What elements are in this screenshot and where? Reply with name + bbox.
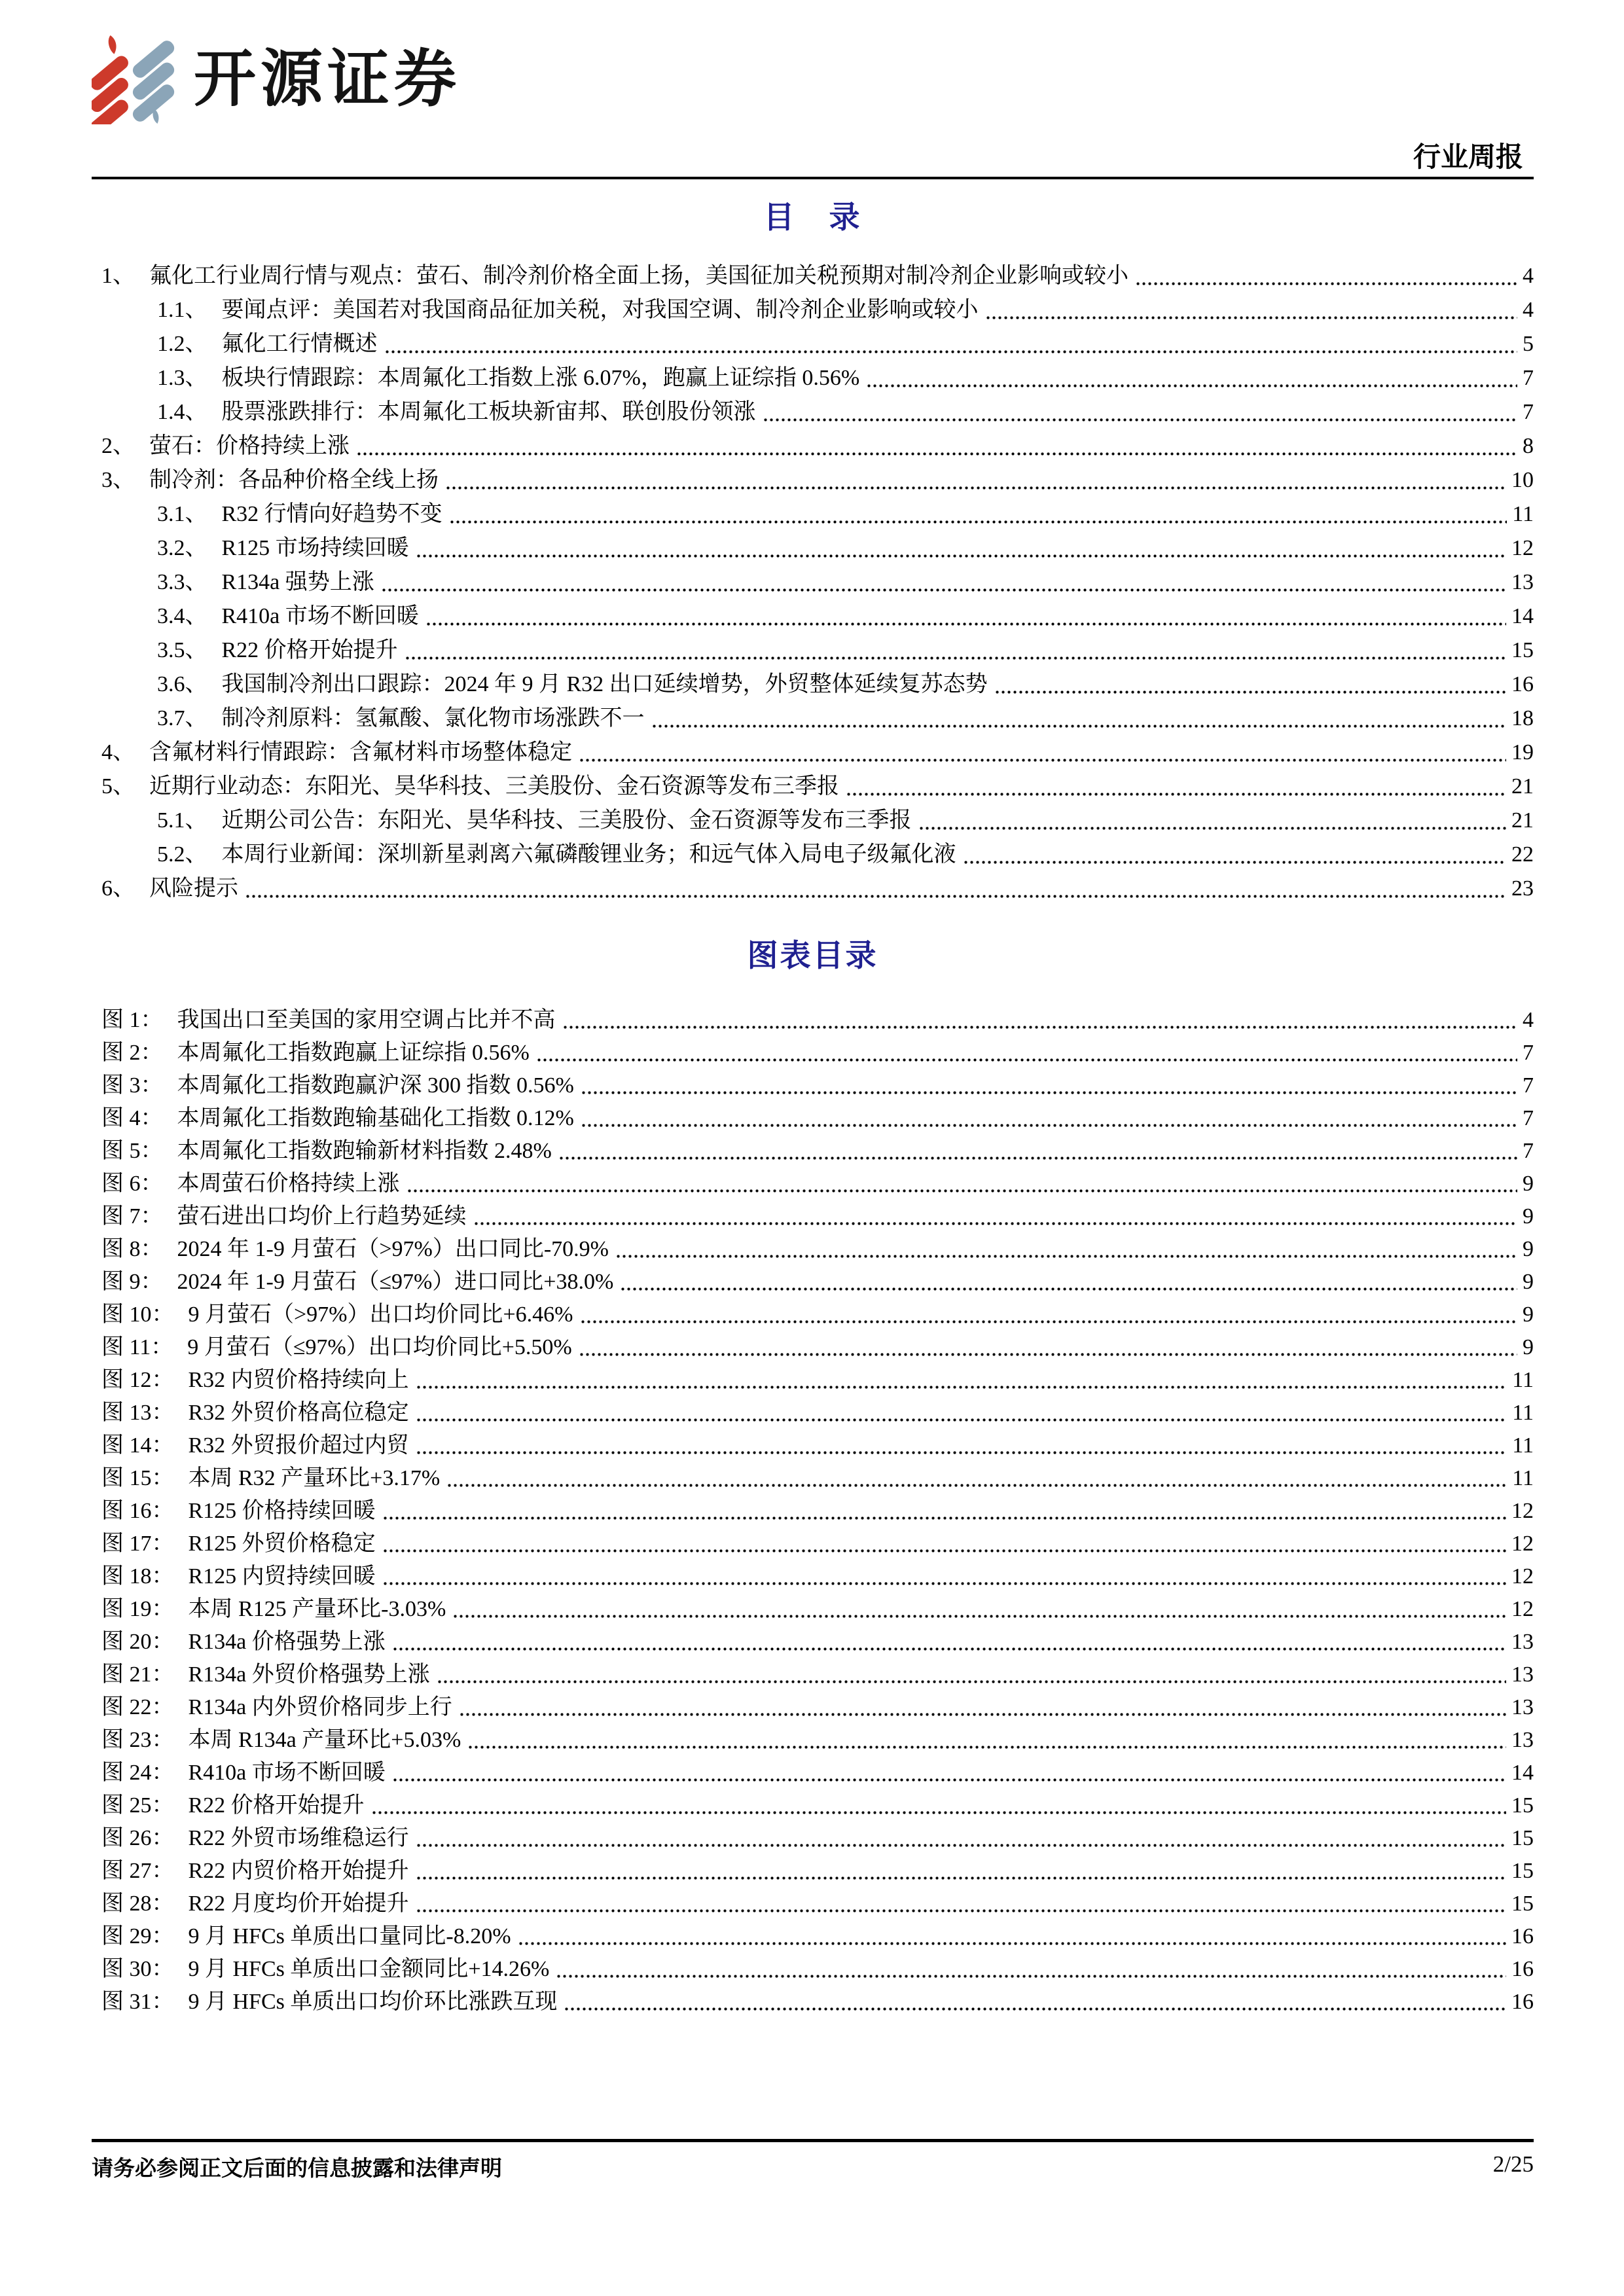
figure-entry-page: 11 — [1512, 1433, 1534, 1458]
toc-entry-page: 14 — [1511, 604, 1534, 628]
figure-entry[interactable] — [92, 1920, 1534, 1953]
toc-entry-page: 11 — [1512, 502, 1534, 526]
toc-entry-number: 1.1、 — [157, 298, 208, 322]
toc-entry[interactable] — [92, 804, 1534, 838]
figure-entry-page: 13 — [1511, 1662, 1534, 1687]
figure-entry[interactable] — [92, 1724, 1534, 1757]
toc-entry[interactable] — [92, 361, 1534, 395]
toc-entry-page: 22 — [1511, 842, 1534, 867]
figure-entry-label: R22 月度均价开始提升 — [188, 1892, 409, 1916]
toc-entry-number: 3.5、 — [157, 638, 208, 662]
toc-entry[interactable] — [92, 838, 1534, 872]
figure-entry-page: 12 — [1511, 1499, 1534, 1523]
dot-leader — [437, 1680, 1506, 1683]
toc-entry-number: 3.2、 — [157, 536, 208, 560]
figure-entry[interactable] — [92, 1593, 1534, 1626]
figure-entry-number: 图 1： — [101, 1008, 163, 1032]
brand — [92, 34, 461, 124]
dot-leader — [446, 1484, 1507, 1487]
dot-leader — [985, 316, 1518, 319]
toc-title: 目 录 — [763, 201, 862, 235]
dot-leader — [763, 418, 1518, 422]
figure-entry-page: 12 — [1511, 1564, 1534, 1588]
figure-entry-number: 图 13： — [101, 1401, 174, 1425]
toc-entry-label: R22 价格开始提升 — [221, 638, 398, 662]
figure-entry-label: R125 价格持续回暖 — [188, 1499, 376, 1523]
figure-entry-page: 15 — [1511, 1793, 1534, 1818]
figure-entry-page: 14 — [1511, 1761, 1534, 1785]
figure-entry-page: 15 — [1511, 1892, 1534, 1916]
toc-entry-page: 4 — [1523, 264, 1534, 288]
figure-entry-number: 图 2： — [101, 1041, 163, 1065]
toc-entry-page: 21 — [1511, 808, 1534, 833]
toc-entry-label: 股票涨跌排行：本周氟化工板块新宙邦、联创股份领涨 — [221, 400, 756, 424]
dot-leader — [245, 895, 1506, 898]
toc-entry-label: 氟化工行情概述 — [221, 332, 378, 356]
toc-entry-number: 3.6、 — [157, 672, 208, 696]
toc-entry[interactable] — [92, 395, 1534, 429]
page-footer — [92, 2139, 1534, 2182]
page-content — [92, 200, 1534, 2018]
toc-entry-page: 5 — [1523, 332, 1534, 356]
figure-entry[interactable] — [92, 1233, 1534, 1266]
dot-leader — [994, 691, 1506, 694]
figure-entry-page: 9 — [1523, 1237, 1534, 1261]
dot-leader — [449, 520, 1507, 524]
dot-leader — [581, 1124, 1517, 1127]
dot-leader — [371, 1811, 1506, 1814]
toc-entry-label: 我国制冷剂出口跟踪：2024 年 9 月 R32 出口延续增势，外贸整体延续复苏态势 — [221, 672, 988, 696]
dot-leader — [473, 1222, 1518, 1225]
toc-entry-number: 4、 — [101, 740, 135, 764]
figure-entry-page: 15 — [1511, 1859, 1534, 1883]
dot-leader — [405, 656, 1506, 660]
figure-entry-label: 本周萤石价格持续上涨 — [177, 1172, 400, 1196]
toc-entry-label: 本周行业新闻：深圳新星剥离六氟磷酸锂业务；和远气体入局电子级氟化液 — [221, 842, 956, 867]
dot-leader — [382, 1582, 1506, 1585]
toc-entry[interactable] — [92, 600, 1534, 634]
toc-entry-number: 3、 — [101, 468, 135, 492]
toc-entry-label: 萤石：价格持续上涨 — [149, 434, 350, 458]
dot-leader — [579, 1353, 1517, 1356]
toc-entry-page: 18 — [1511, 706, 1534, 730]
toc-entry-number: 5.1、 — [157, 808, 208, 833]
figure-entry-label: 我国出口至美国的家用空调占比并不高 — [177, 1008, 556, 1032]
figure-entry-label: 萤石进出口均价上行趋势延续 — [177, 1204, 467, 1229]
figure-entry-number: 图 18： — [101, 1564, 174, 1588]
figure-entry-label: 9 月 HFCs 单质出口均价环比涨跌互现 — [188, 1990, 558, 2014]
figure-entry-label: R22 外贸市场维稳运行 — [188, 1826, 409, 1850]
dot-leader — [452, 1615, 1506, 1618]
figure-entry-label: 9 月 HFCs 单质出口金额同比+14.26% — [188, 1957, 550, 1981]
toc-entry[interactable] — [92, 497, 1534, 531]
toc-entry[interactable] — [92, 565, 1534, 600]
dot-leader — [620, 1287, 1517, 1291]
figure-entry[interactable] — [92, 1757, 1534, 1789]
dot-leader — [382, 1549, 1506, 1552]
toc-entry-label: 氟化工行业周行情与观点：萤石、制冷剂价格全面上扬，美国征加关税预期对制冷剂企业影响或较小 — [149, 264, 1128, 288]
figure-entry-label: 9 月 HFCs 单质出口量同比-8.20% — [188, 1924, 511, 1948]
figure-entry-label: 2024 年 1-9 月萤石（≤97%）进口同比+38.0% — [177, 1270, 614, 1294]
figure-entry-page: 9 — [1523, 1302, 1534, 1327]
figure-entry[interactable] — [92, 1888, 1534, 1920]
toc-entry[interactable] — [92, 531, 1534, 565]
toc-entry-page: 15 — [1511, 638, 1534, 662]
toc-entry-label: 近期行业动态：东阳光、昊华科技、三美股份、金石资源等发布三季报 — [149, 774, 839, 798]
figure-entry-number: 图 15： — [101, 1466, 174, 1490]
dot-leader — [416, 1451, 1507, 1454]
figure-entry-page: 9 — [1523, 1270, 1534, 1294]
figure-entry-number: 图 26： — [101, 1826, 174, 1850]
toc-entry-page: 23 — [1511, 876, 1534, 901]
figure-entry[interactable] — [92, 1789, 1534, 1822]
dot-leader — [416, 1876, 1506, 1880]
dot-leader — [556, 1975, 1506, 1978]
dot-leader — [381, 588, 1506, 592]
figure-entry[interactable] — [92, 1462, 1534, 1495]
figure-entry[interactable] — [92, 1135, 1534, 1168]
figure-entry-label: 9 月萤石（>97%）出口均价同比+6.46% — [188, 1302, 573, 1327]
toc-entry-number: 3.7、 — [157, 706, 208, 730]
brand-name: 开源证券 — [194, 44, 461, 114]
dot-leader — [467, 1746, 1506, 1749]
dot-leader — [392, 1778, 1506, 1782]
toc-entry[interactable] — [92, 634, 1534, 668]
figure-entry-number: 图 3： — [101, 1073, 163, 1098]
toc-entry-page: 21 — [1511, 774, 1534, 798]
dot-leader — [445, 486, 1506, 490]
dot-leader — [425, 622, 1506, 626]
toc-entry-number: 1.2、 — [157, 332, 208, 356]
dot-leader — [536, 1058, 1517, 1062]
dot-leader — [581, 1091, 1517, 1094]
report-type-label: 行业周报 — [1413, 143, 1523, 173]
figure-entry-page: 11 — [1512, 1368, 1534, 1392]
figure-entry-label: R134a 外贸价格强势上涨 — [188, 1662, 430, 1687]
figure-entry-label: R410a 市场不断回暖 — [188, 1761, 386, 1785]
toc-entry-page: 7 — [1523, 366, 1534, 390]
figure-entry-label: 本周 R32 产量环比+3.17% — [188, 1466, 441, 1490]
dot-leader — [580, 1320, 1518, 1323]
toc-entry-label: R410a 市场不断回暖 — [221, 604, 419, 628]
dot-leader — [406, 1189, 1518, 1193]
dot-leader — [416, 1844, 1506, 1847]
figure-entry-number: 图 20： — [101, 1630, 174, 1654]
figure-entry-label: R125 外贸价格稳定 — [188, 1532, 376, 1556]
figure-entry-number: 图 30： — [101, 1957, 174, 1981]
toc-entry[interactable] — [92, 327, 1534, 361]
dot-leader — [1135, 282, 1517, 285]
toc-entry[interactable] — [92, 770, 1534, 804]
dot-leader — [416, 554, 1506, 558]
figure-entry-page: 16 — [1511, 1957, 1534, 1981]
figure-entry-number: 图 16： — [101, 1499, 174, 1523]
toc-entry[interactable] — [92, 463, 1534, 497]
figure-entry-page: 7 — [1523, 1139, 1534, 1163]
figure-entry[interactable] — [92, 1659, 1534, 1691]
toc-entry-label: 制冷剂：各品种价格全线上扬 — [149, 468, 439, 492]
toc-entry-label: 近期公司公告：东阳光、昊华科技、三美股份、金石资源等发布三季报 — [221, 808, 912, 833]
toc-entry-number: 1.4、 — [157, 400, 208, 424]
figure-entry-label: 9 月萤石（≤97%）出口均价同比+5.50% — [187, 1335, 572, 1359]
kaiyuan-logo-icon — [92, 34, 175, 124]
figure-entry-page: 11 — [1512, 1401, 1534, 1425]
toc-entry-label: R32 行情向好趋势不变 — [221, 502, 442, 526]
figure-entry-label: 2024 年 1-9 月萤石（>97%）出口同比-70.9% — [177, 1237, 609, 1261]
toc-entry-label: 制冷剂原料：氢氟酸、氯化物市场涨跌不一 — [221, 706, 645, 730]
figure-entry-number: 图 27： — [101, 1859, 174, 1883]
figure-entry-number: 图 9： — [101, 1270, 163, 1294]
figure-entry-number: 图 21： — [101, 1662, 174, 1687]
figure-entry-number: 图 23： — [101, 1728, 174, 1752]
dot-leader — [392, 1647, 1506, 1651]
figure-entry-number: 图 25： — [101, 1793, 174, 1818]
toc-entry-label: R125 市场持续回暖 — [221, 536, 409, 560]
figure-entry-page: 13 — [1511, 1630, 1534, 1654]
dot-leader — [562, 1026, 1518, 1029]
figure-entry[interactable] — [92, 1855, 1534, 1888]
figure-entry-page: 7 — [1523, 1106, 1534, 1130]
figure-entry-label: R125 内贸持续回暖 — [188, 1564, 376, 1588]
figure-entry-number: 图 5： — [101, 1139, 163, 1163]
figure-entry-label: R22 价格开始提升 — [188, 1793, 365, 1818]
figure-entry[interactable] — [92, 1953, 1534, 1986]
dot-leader — [564, 2007, 1506, 2011]
figure-entry[interactable] — [92, 1200, 1534, 1233]
dot-leader — [918, 827, 1507, 830]
figure-entry-number: 图 28： — [101, 1892, 174, 1916]
toc-entry-page: 4 — [1523, 298, 1534, 322]
toc-list — [92, 259, 1534, 906]
figure-entry-page: 7 — [1523, 1041, 1534, 1065]
figure-entry-label: R134a 价格强势上涨 — [188, 1630, 386, 1654]
toc-entry-number: 3.4、 — [157, 604, 208, 628]
toc-entry-label: R134a 强势上涨 — [221, 570, 374, 594]
toc-entry[interactable] — [92, 429, 1534, 463]
figure-entry-label: 本周氟化工指数跑赢上证综指 0.56% — [177, 1041, 530, 1065]
figure-entry[interactable] — [92, 1822, 1534, 1855]
figure-entry[interactable] — [92, 1168, 1534, 1200]
toc-entry-number: 1、 — [101, 264, 135, 288]
figure-entry-page: 9 — [1523, 1204, 1534, 1229]
figures-list — [92, 1004, 1534, 2018]
figure-entry-page: 15 — [1511, 1826, 1534, 1850]
figure-entry-page: 13 — [1511, 1695, 1534, 1719]
figure-entry-page: 12 — [1511, 1532, 1534, 1556]
page-header — [92, 34, 1534, 179]
dot-leader — [866, 384, 1517, 387]
figure-entry-number: 图 22： — [101, 1695, 174, 1719]
toc-entry-label: 要闻点评：美国若对我国商品征加关税，对我国空调、制冷剂企业影响或较小 — [221, 298, 979, 322]
toc-entry[interactable] — [92, 702, 1534, 736]
figure-entry-number: 图 31： — [101, 1990, 174, 2014]
figure-entry-page: 13 — [1511, 1728, 1534, 1752]
figure-entry-number: 图 7： — [101, 1204, 163, 1229]
figure-entry-number: 图 10： — [101, 1302, 174, 1327]
dot-leader — [382, 1516, 1506, 1520]
figure-entry-page: 16 — [1511, 1924, 1534, 1948]
dot-leader — [416, 1418, 1507, 1422]
figure-entry-page: 9 — [1523, 1172, 1534, 1196]
figure-entry-label: 本周氟化工指数跑输基础化工指数 0.12% — [177, 1106, 574, 1130]
toc-entry-number: 2、 — [101, 434, 135, 458]
dot-leader — [846, 793, 1506, 796]
toc-entry[interactable] — [92, 872, 1534, 906]
figure-entry[interactable] — [92, 1331, 1534, 1364]
figure-entry[interactable] — [92, 1626, 1534, 1659]
toc-entry-number: 5、 — [101, 774, 135, 798]
dot-leader — [518, 1942, 1506, 1945]
figures-title: 图表目录 — [747, 939, 878, 973]
toc-entry-number: 1.3、 — [157, 366, 208, 390]
figure-entry[interactable] — [92, 1004, 1534, 1037]
figure-entry-page: 11 — [1512, 1466, 1534, 1490]
figure-entry-label: 本周 R134a 产量环比+5.03% — [188, 1728, 461, 1752]
toc-entry-page: 13 — [1511, 570, 1534, 594]
figure-entry-label: 本周 R125 产量环比-3.03% — [188, 1597, 446, 1621]
figure-entry-number: 图 8： — [101, 1237, 163, 1261]
dot-leader — [615, 1255, 1517, 1258]
figure-entry[interactable] — [92, 1495, 1534, 1528]
toc-entry-label: 风险提示 — [149, 876, 238, 901]
toc-entry[interactable] — [92, 293, 1534, 327]
figure-entry[interactable] — [92, 1397, 1534, 1429]
figure-entry-label: R134a 内外贸价格同步上行 — [188, 1695, 452, 1719]
toc-entry[interactable] — [92, 668, 1534, 702]
dot-leader — [558, 1157, 1517, 1160]
figure-entry-number: 图 14： — [101, 1433, 174, 1458]
figure-entry-number: 图 4： — [101, 1106, 163, 1130]
figure-entry[interactable] — [92, 1364, 1534, 1397]
figure-entry-page: 12 — [1511, 1597, 1534, 1621]
figure-entry[interactable] — [92, 1266, 1534, 1299]
figure-entry[interactable] — [92, 1691, 1534, 1724]
figure-entry[interactable] — [92, 1986, 1534, 2018]
figure-entry[interactable] — [92, 1429, 1534, 1462]
toc-entry-number: 3.1、 — [157, 502, 208, 526]
figure-entry[interactable] — [92, 1069, 1534, 1102]
toc-entry[interactable] — [92, 736, 1534, 770]
figure-entry-label: 本周氟化工指数跑输新材料指数 2.48% — [177, 1139, 552, 1163]
toc-entry-page: 7 — [1523, 400, 1534, 424]
figure-entry-number: 图 24： — [101, 1761, 174, 1785]
figure-entry-label: R32 外贸报价超过内贸 — [188, 1433, 409, 1458]
figure-entry[interactable] — [92, 1560, 1534, 1593]
figure-entry[interactable] — [92, 1037, 1534, 1069]
toc-entry[interactable] — [92, 259, 1534, 293]
dot-leader — [579, 759, 1506, 762]
figure-entry[interactable] — [92, 1299, 1534, 1331]
figure-entry-number: 图 19： — [101, 1597, 174, 1621]
toc-entry-number: 6、 — [101, 876, 135, 901]
dot-leader — [459, 1713, 1506, 1716]
dot-leader — [963, 861, 1507, 864]
figure-entry-number: 图 12： — [101, 1368, 174, 1392]
figure-entry-number: 图 6： — [101, 1172, 163, 1196]
figure-entry-number: 图 17： — [101, 1532, 174, 1556]
figure-entry-page: 7 — [1523, 1073, 1534, 1098]
dot-leader — [416, 1386, 1507, 1389]
figure-entry-label: 本周氟化工指数跑赢沪深 300 指数 0.56% — [177, 1073, 574, 1098]
dot-leader — [384, 350, 1518, 353]
figure-entry-label: R32 内贸价格持续向上 — [188, 1368, 409, 1392]
toc-entry-page: 12 — [1511, 536, 1534, 560]
dot-leader — [356, 452, 1517, 456]
figure-entry-page: 4 — [1523, 1008, 1534, 1032]
toc-entry-label: 板块行情跟踪：本周氟化工指数上涨 6.07%，跑赢上证综指 0.56% — [221, 366, 860, 390]
toc-entry-page: 19 — [1511, 740, 1534, 764]
toc-entry-number: 3.3、 — [157, 570, 208, 594]
toc-entry-page: 10 — [1511, 468, 1534, 492]
toc-entry-number: 5.2、 — [157, 842, 208, 867]
figure-entry-page: 16 — [1511, 1990, 1534, 2014]
dot-leader — [416, 1909, 1506, 1912]
figure-entry-page: 9 — [1523, 1335, 1534, 1359]
toc-entry-page: 16 — [1511, 672, 1534, 696]
dot-leader — [651, 725, 1507, 728]
page-indicator: 2/25 — [1492, 2151, 1534, 2177]
figure-entry-label: R32 外贸价格高位稳定 — [188, 1401, 409, 1425]
figure-entry-label: R22 内贸价格开始提升 — [188, 1859, 409, 1883]
toc-entry-label: 含氟材料行情跟踪：含氟材料市场整体稳定 — [149, 740, 572, 764]
figure-entry-number: 图 29： — [101, 1924, 174, 1948]
figure-entry[interactable] — [92, 1102, 1534, 1135]
disclaimer-text: 请务必参阅正文后面的信息披露和法律声明 — [92, 2157, 502, 2181]
figure-entry-number: 图 11： — [101, 1335, 173, 1359]
toc-entry-page: 8 — [1523, 434, 1534, 458]
figure-entry[interactable] — [92, 1528, 1534, 1560]
